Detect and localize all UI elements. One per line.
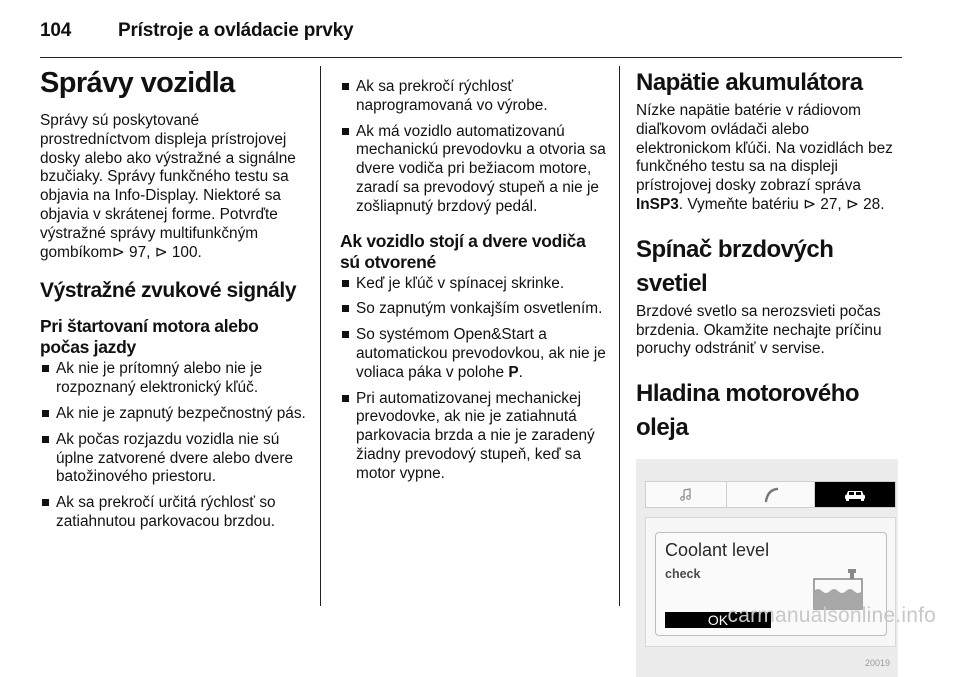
image-code: 20019 bbox=[864, 658, 890, 669]
display-message-title: Coolant level bbox=[665, 540, 770, 561]
list-item: Ak sa prekročí rýchlosť naprogramovaná vo výrobe. bbox=[340, 78, 608, 116]
page-reference: ⊳ 97, ⊳ 100. bbox=[111, 243, 202, 261]
heading-engine-start-driving: Pri štartovaní motora alebo počas jazdy bbox=[40, 316, 259, 358]
messages-paragraph: Správy sú poskytované prostredníctvom displeja prístrojovej dosky alebo ako výstražné a signálne bzučiaky. Správy funkčného testu sa objavia na Info-Display. Niektoré sa objavia v skrátenej forme. Potvrďte výstražné správy multifunkčným gombíkom⊳ 97, ⊳ 100. bbox=[40, 112, 296, 261]
list-item: So systémom Open&Start a automatickou prevodovkou, ak nie je voliaca páka v polohe P. bbox=[340, 326, 608, 382]
column-1 bbox=[40, 66, 308, 539]
list-item: So zapnutým vonkajším osvetlením. bbox=[340, 300, 608, 319]
list-item: Ak nie je prítomný alebo nie je rozpoznaný elektronický kľúč. bbox=[40, 360, 308, 398]
column-3 bbox=[636, 66, 904, 677]
bullet-square-icon bbox=[342, 128, 349, 135]
heading-vehicle-messages: Správy vozidla bbox=[40, 67, 235, 99]
tab-audio bbox=[646, 482, 727, 507]
phone-handset-icon bbox=[762, 487, 780, 503]
display-message-subtitle: check bbox=[665, 567, 701, 582]
bullet-list bbox=[340, 78, 608, 217]
bullet-square-icon bbox=[342, 280, 349, 287]
bullet-square-icon bbox=[42, 499, 49, 506]
list-item: Ak sa prekročí určitá rýchlosť so zatiahnutou parkovacou brzdou. bbox=[40, 494, 308, 532]
list-item: Ak má vozidlo automatizovanú mechanickú prevodovku a otvoria sa dvere vodiča pri bežiacom motore, zaradí sa prevodový stupeň a nie je zošliapnutý brzdový pedál. bbox=[340, 123, 608, 217]
list-item: Keď je kľúč v spínacej skrinke. bbox=[340, 275, 608, 294]
bullet-square-icon bbox=[342, 331, 349, 338]
music-note-icon bbox=[679, 488, 693, 502]
ok-button: OK bbox=[665, 612, 771, 628]
bullet-list bbox=[40, 360, 308, 531]
watermark: carmanualsonline.info bbox=[727, 604, 936, 627]
bullet-list bbox=[340, 275, 608, 484]
battery-paragraph: Nízke napätie batérie v rádiovom diaľkovom ovládači alebo elektronickom kľúči. Na vozidlách bez funkčného testu sa na displeji prístrojovej dosky zobrazí správa InSP3. Vymeňte batériu ⊳ 27, ⊳ 28. bbox=[636, 102, 893, 213]
tab-vehicle bbox=[815, 482, 895, 507]
page-number: 104 bbox=[40, 20, 72, 41]
list-item: Pri automatizovanej mechanickej prevodovke, ak nie je zatiahnutá parkovacia brzda a nie je zaradený žiadny prevodový stupeň, keď sa motor vypne. bbox=[340, 390, 608, 484]
heading-battery-voltage: Napätie akumulátora bbox=[636, 69, 863, 96]
page-header bbox=[40, 20, 353, 42]
column-divider bbox=[619, 66, 620, 606]
column-divider bbox=[320, 66, 321, 606]
bullet-square-icon bbox=[342, 305, 349, 312]
list-item: Ak počas rozjazdu vozidla nie sú úplne zatvorené dvere alebo dvere batožinového priestoru. bbox=[40, 431, 308, 487]
bullet-square-icon bbox=[42, 436, 49, 443]
message-code: InSP3 bbox=[636, 195, 679, 213]
heading-warning-chimes: Výstražné zvukové signály bbox=[40, 279, 297, 303]
display-illustration bbox=[636, 459, 898, 677]
list-item: Ak nie je zapnutý bezpečnostný pás. bbox=[40, 405, 308, 424]
bullet-square-icon bbox=[342, 83, 349, 90]
heading-brake-light-switch: Spínač brzdových svetiel bbox=[636, 235, 834, 297]
bullet-square-icon bbox=[42, 410, 49, 417]
display-tab-bar bbox=[645, 481, 896, 508]
heading-engine-oil-level: Hladina motorového oleja bbox=[636, 380, 860, 442]
section-title: Prístroje a ovládacie prvky bbox=[118, 20, 354, 41]
car-icon bbox=[843, 488, 867, 502]
header-rule bbox=[40, 57, 902, 58]
heading-vehicle-stationary-door-open: Ak vozidlo stojí a dvere vodiča sú otvorené bbox=[340, 230, 586, 272]
bullet-square-icon bbox=[342, 395, 349, 402]
column-2 bbox=[340, 66, 608, 491]
tab-phone bbox=[727, 482, 815, 507]
selector-position-p: P bbox=[508, 363, 519, 381]
bullet-square-icon bbox=[42, 365, 49, 372]
brake-paragraph: Brzdové svetlo sa nerozsvieti počas brzdenia. Okamžite nechajte príčinu poruchy odstrániť v servise. bbox=[636, 302, 882, 358]
